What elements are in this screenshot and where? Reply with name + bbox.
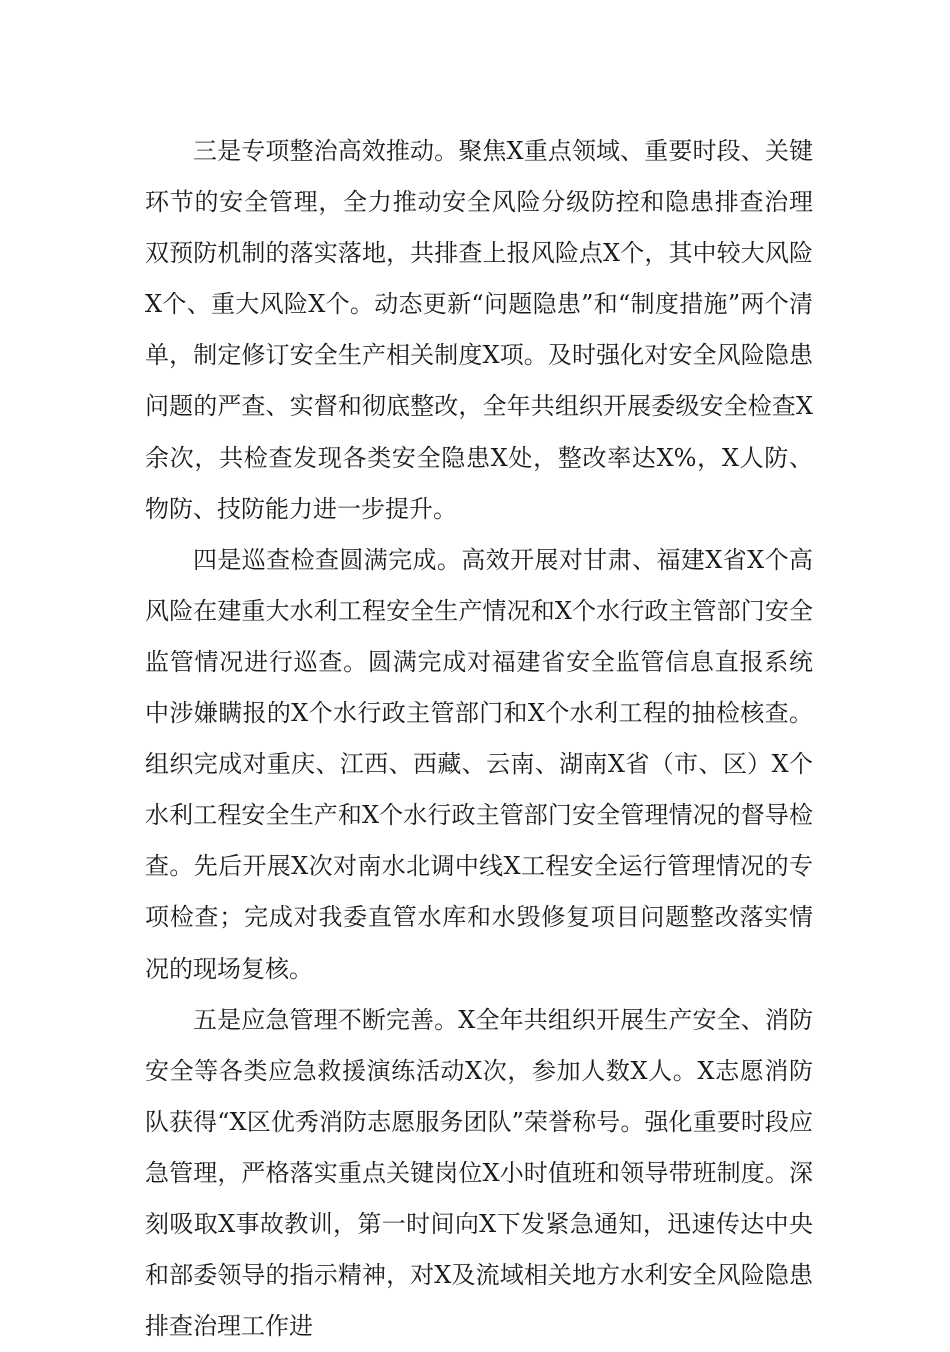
paragraph-special-rectification: 三是专项整治高效推动。聚焦X重点领域、重要时段、关键环节的安全管理，全力推动安全风险分级防控和隐患排查治理双预防机制的落实落地，共排查上报风险点X个，其中较大风险X个、重大风险X个。动态更新“问题隐患”和“制度措施”两个清单，制定修订安全生产相关制度X项。及时强化对安全风险隐患问题的严查、实督和彻底整改，全年共组织开展委级安全检查X余次，共检查发现各类安全隐患X处，整改率达X%，X人防、物防、技防能力进一步提升。 (145, 137, 813, 523)
document-page (145, 126, 813, 1352)
paragraph-emergency-management: 五是应急管理不断完善。X全年共组织开展生产安全、消防安全等各类应急救援演练活动X次，参加人数X人。X志愿消防队获得“X区优秀消防志愿服务团队”荣誉称号。强化重要时段应急管理，严格落实重点关键岗位X小时值班和领导带班制度。深刻吸取X事故教训，第一时间向X下发紧急通知，迅速传达中央和部委领导的指示精神，对X及流域相关地方水利安全风险隐患排查治理工作进 (145, 1005, 813, 1341)
paragraph-inspection: 四是巡查检查圆满完成。高效开展对甘肃、福建X省X个高风险在建重大水利工程安全生产情况和X个水行政主管部门安全监管情况进行巡查。圆满完成对福建省安全监管信息直报系统中涉嫌瞒报的X个水行政主管部门和X个水利工程的抽检核查。组织完成对重庆、江西、西藏、云南、湖南X省（市、区）X个水利工程安全生产和X个水行政主管部门安全管理情况的督导检查。先后开展X次对南水北调中线X工程安全运行管理情况的专项检查；完成对我委直管水库和水毁修复项目问题整改落实情况的现场复核。 (145, 545, 813, 983)
